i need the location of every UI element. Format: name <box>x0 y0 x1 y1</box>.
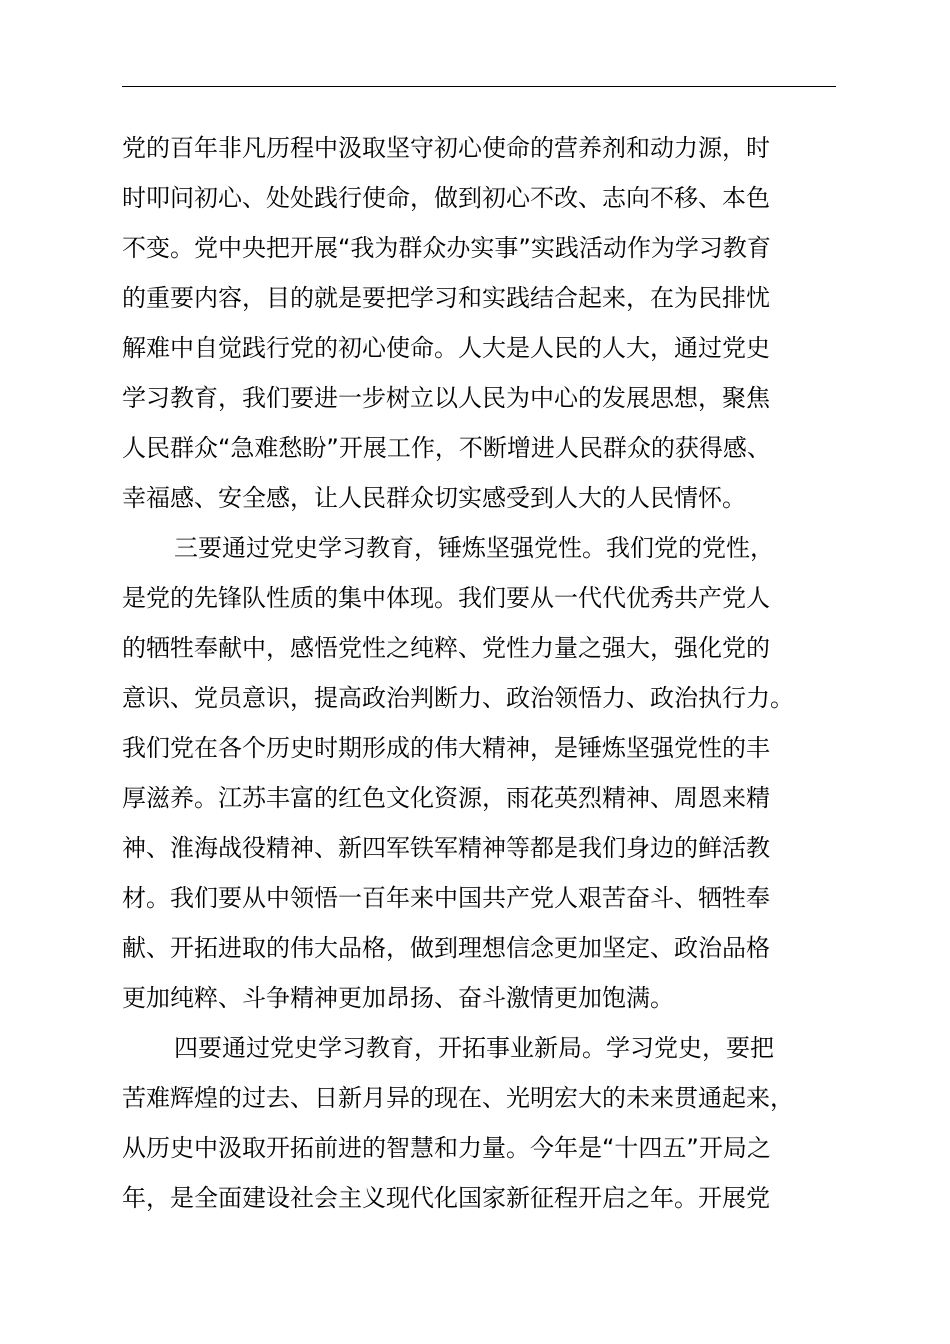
text-line: 从历史中汲取开拓前进的智慧和力量。今年是“十四五”开局之 <box>122 1134 771 1162</box>
text-line: 年，是全面建设社会主义现代化国家新征程开启之年。开展党 <box>122 1184 770 1212</box>
text-line: 人民群众“急难愁盼”开展工作，不断增进人民群众的获得感、 <box>122 434 771 462</box>
text-line: 苦难辉煌的过去、日新月异的现在、光明宏大的未来贯通起来， <box>122 1084 794 1112</box>
text-line: 党的百年非凡历程中汲取坚守初心使命的营养剂和动力源，时 <box>122 134 770 162</box>
text-line: 不变。党中央把开展“我为群众办实事”实践活动作为学习教育 <box>122 234 771 262</box>
text-line: 我们党在各个历史时期形成的伟大精神，是锤炼坚强党性的丰 <box>122 734 770 762</box>
paragraph-first-line: 四要通过党史学习教育，开拓事业新局。学习党史，要把 <box>174 1034 774 1062</box>
text-line: 献、开拓进取的伟大品格，做到理想信念更加坚定、政治品格 <box>122 934 770 962</box>
text-line: 更加纯粹、斗争精神更加昂扬、奋斗激情更加饱满。 <box>122 984 674 1012</box>
text-line: 时叩问初心、处处践行使命，做到初心不改、志向不移、本色 <box>122 184 770 212</box>
text-line: 厚滋养。江苏丰富的红色文化资源，雨花英烈精神、周恩来精 <box>122 784 770 812</box>
text-line: 的重要内容，目的就是要把学习和实践结合起来，在为民排忧 <box>122 284 770 312</box>
text-line: 的牺牲奉献中，感悟党性之纯粹、党性力量之强大，强化党的 <box>122 634 770 662</box>
text-line: 是党的先锋队性质的集中体现。我们要从一代代优秀共产党人 <box>122 584 770 612</box>
paragraph-first-line: 三要通过党史学习教育，锤炼坚强党性。我们党的党性， <box>174 534 774 562</box>
header-rule <box>122 86 836 87</box>
text-line: 意识、党员意识，提高政治判断力、政治领悟力、政治执行力。 <box>122 684 794 712</box>
text-line: 材。我们要从中领悟一百年来中国共产党人艰苦奋斗、牺牲奉 <box>122 884 770 912</box>
text-line: 学习教育，我们要进一步树立以人民为中心的发展思想，聚焦 <box>122 384 770 412</box>
text-line: 神、淮海战役精神、新四军铁军精神等都是我们身边的鲜活教 <box>122 834 770 862</box>
text-line: 解难中自觉践行党的初心使命。人大是人民的人大，通过党史 <box>122 334 770 362</box>
text-line: 幸福感、安全感，让人民群众切实感受到人大的人民情怀。 <box>122 484 746 512</box>
